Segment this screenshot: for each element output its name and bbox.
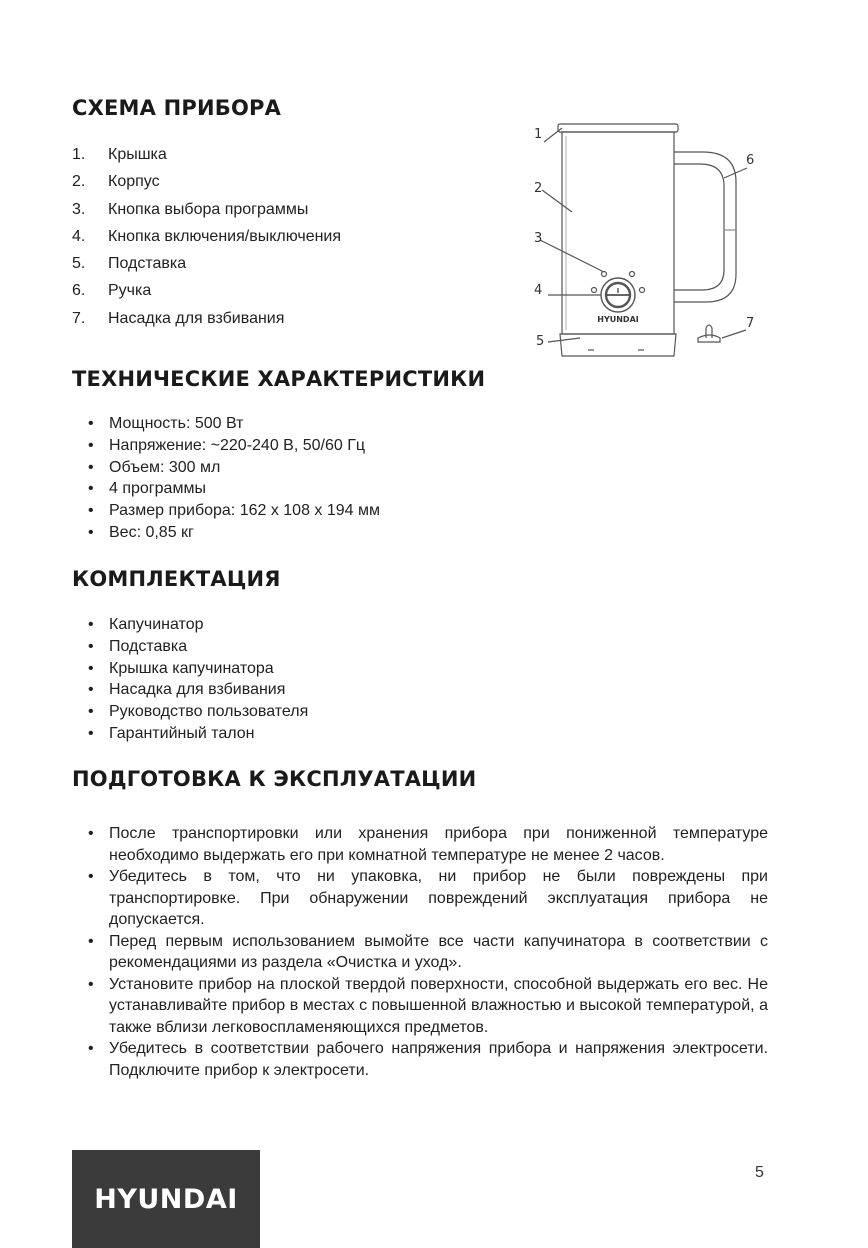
item-text: Насадка для взбивания (108, 309, 285, 327)
page-number: 5 (755, 1164, 764, 1181)
list-item: • Насадка для взбивания (88, 680, 308, 702)
list-item: • Мощность: 500 Вт (88, 414, 380, 436)
diagram-label-1: 1 (534, 127, 543, 142)
diagram-label-2: 2 (534, 181, 543, 196)
item-number: 3. (72, 200, 86, 218)
list-item: • Убедитесь в том, что ни упаковка, ни прибор не были повреждены при транспортировке. При обнаружении повреждений эксплуатация прибора не допускается. (88, 866, 768, 931)
item-text: Ручка (108, 282, 152, 300)
specs-list (88, 414, 380, 545)
body-shape (562, 132, 674, 334)
list-item (72, 308, 341, 335)
list-item (72, 144, 341, 171)
list-item (72, 226, 341, 253)
diagram-label-5: 5 (536, 334, 545, 349)
list-item: • Убедитесь в соответствии рабочего напряжения прибора и напряжения электросети. Подключите прибор к электросети. (88, 1038, 768, 1081)
device-diagram (528, 112, 768, 367)
heading-specs: ТЕХНИЧЕСКИЕ ХАРАКТЕРИСТИКИ (72, 367, 486, 391)
item-number: 6. (72, 282, 86, 300)
list-item: • Объем: 300 мл (88, 458, 380, 480)
list-item (72, 199, 341, 226)
preparation-list (88, 823, 768, 1081)
diagram-label-4: 4 (534, 283, 543, 298)
heading-scheme: СХЕМА ПРИБОРА (72, 96, 282, 120)
list-item: • Установите прибор на плоской твердой поверхности, способной выдержать его вес. Не устанавливайте прибор в местах с повышенной влажностью и высокой температурой, а также вблизи легковоспламеняющихся предметов. (88, 974, 768, 1039)
list-item: • Подставка (88, 637, 308, 659)
handle-shape (674, 152, 736, 302)
diagram-label-3: 3 (534, 231, 543, 246)
scheme-parts-list (72, 144, 341, 335)
device-brand-label: HYUNDAI (597, 315, 639, 324)
base-shape (560, 334, 676, 356)
list-item (72, 280, 341, 307)
list-item: • Размер прибора: 162 х 108 х 194 мм (88, 501, 380, 523)
list-item: • Капучинатор (88, 615, 308, 637)
list-item (72, 253, 341, 280)
item-number: 2. (72, 173, 86, 191)
list-item: • Перед первым использованием вымойте все части капучинатора в соответствии с рекомендациями из раздела «Очистка и уход». (88, 931, 768, 974)
item-text: Кнопка включения/выключения (108, 227, 342, 245)
diagram-label-7: 7 (746, 316, 755, 331)
item-number: 7. (72, 309, 86, 327)
heading-kit: КОМПЛЕКТАЦИЯ (72, 567, 281, 591)
list-item: • Крышка капучинатора (88, 659, 308, 681)
item-number: 1. (72, 146, 86, 163)
list-item: • 4 программы (88, 479, 380, 501)
item-text: Подставка (108, 255, 187, 273)
kit-list (88, 615, 308, 746)
footer-logo (72, 1150, 260, 1248)
item-number: 5. (72, 255, 86, 273)
item-text: Крышка (108, 146, 167, 163)
whisk-shape (698, 335, 720, 342)
heading-preparation: ПОДГОТОВКА К ЭКСПЛУАТАЦИИ (72, 767, 477, 791)
diagram-label-6: 6 (746, 153, 755, 168)
lid-shape (558, 124, 678, 132)
item-text: Кнопка выбора программы (108, 200, 309, 218)
list-item: • Напряжение: ~220-240 В, 50/60 Гц (88, 436, 380, 458)
item-text: Корпус (108, 173, 160, 191)
list-item: • После транспортировки или хранения прибора при пониженной температуре необходимо выдержать его при комнатной температуре не менее 2 часов. (88, 823, 768, 866)
list-item: • Гарантийный талон (88, 724, 308, 746)
item-number: 4. (72, 227, 86, 245)
list-item: • Руководство пользователя (88, 702, 308, 724)
logo-text: HYUNDAI (94, 1183, 238, 1215)
handle-inner-shape (674, 164, 724, 290)
list-item (72, 171, 341, 198)
list-item: • Вес: 0,85 кг (88, 523, 380, 545)
